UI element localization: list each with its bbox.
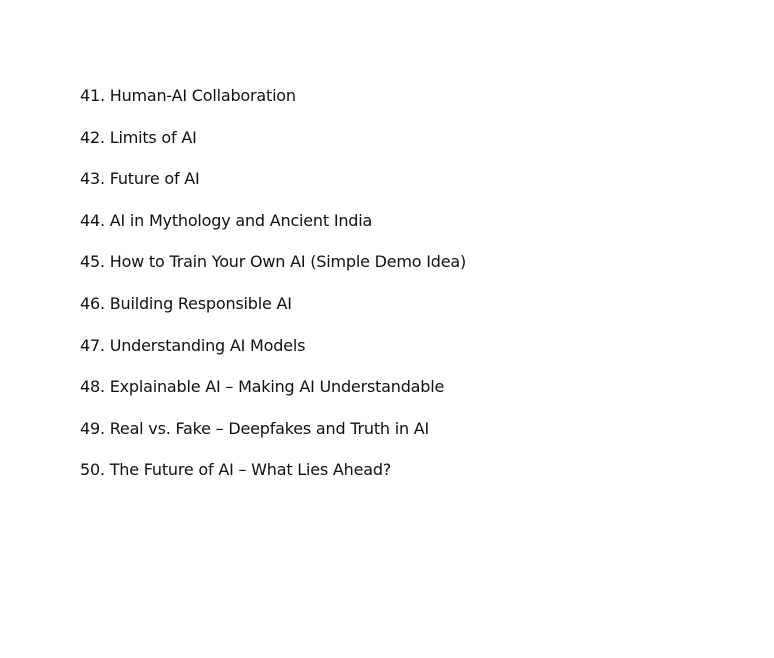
toc-item-50: 50. The Future of AI – What Lies Ahead? (80, 460, 392, 480)
table-of-contents (80, 84, 466, 500)
toc-item-44: 44. AI in Mythology and Ancient India (80, 210, 373, 230)
toc-item-47: 47. Understanding AI Models (80, 335, 306, 355)
toc-item-49: 49. Real vs. Fake – Deepfakes and Truth in AI (80, 418, 430, 438)
toc-item-42: 42. Limits of AI (80, 127, 197, 147)
toc-item-48: 48. Explainable AI – Making AI Understandable (80, 377, 445, 397)
toc-item-46: 46. Building Responsible AI (80, 293, 292, 313)
toc-item-41: 41. Human-AI Collaboration (80, 86, 296, 105)
toc-item-43: 43. Future of AI (80, 169, 200, 189)
toc-item-45: 45. How to Train Your Own AI (Simple Demo Idea) (80, 252, 466, 272)
